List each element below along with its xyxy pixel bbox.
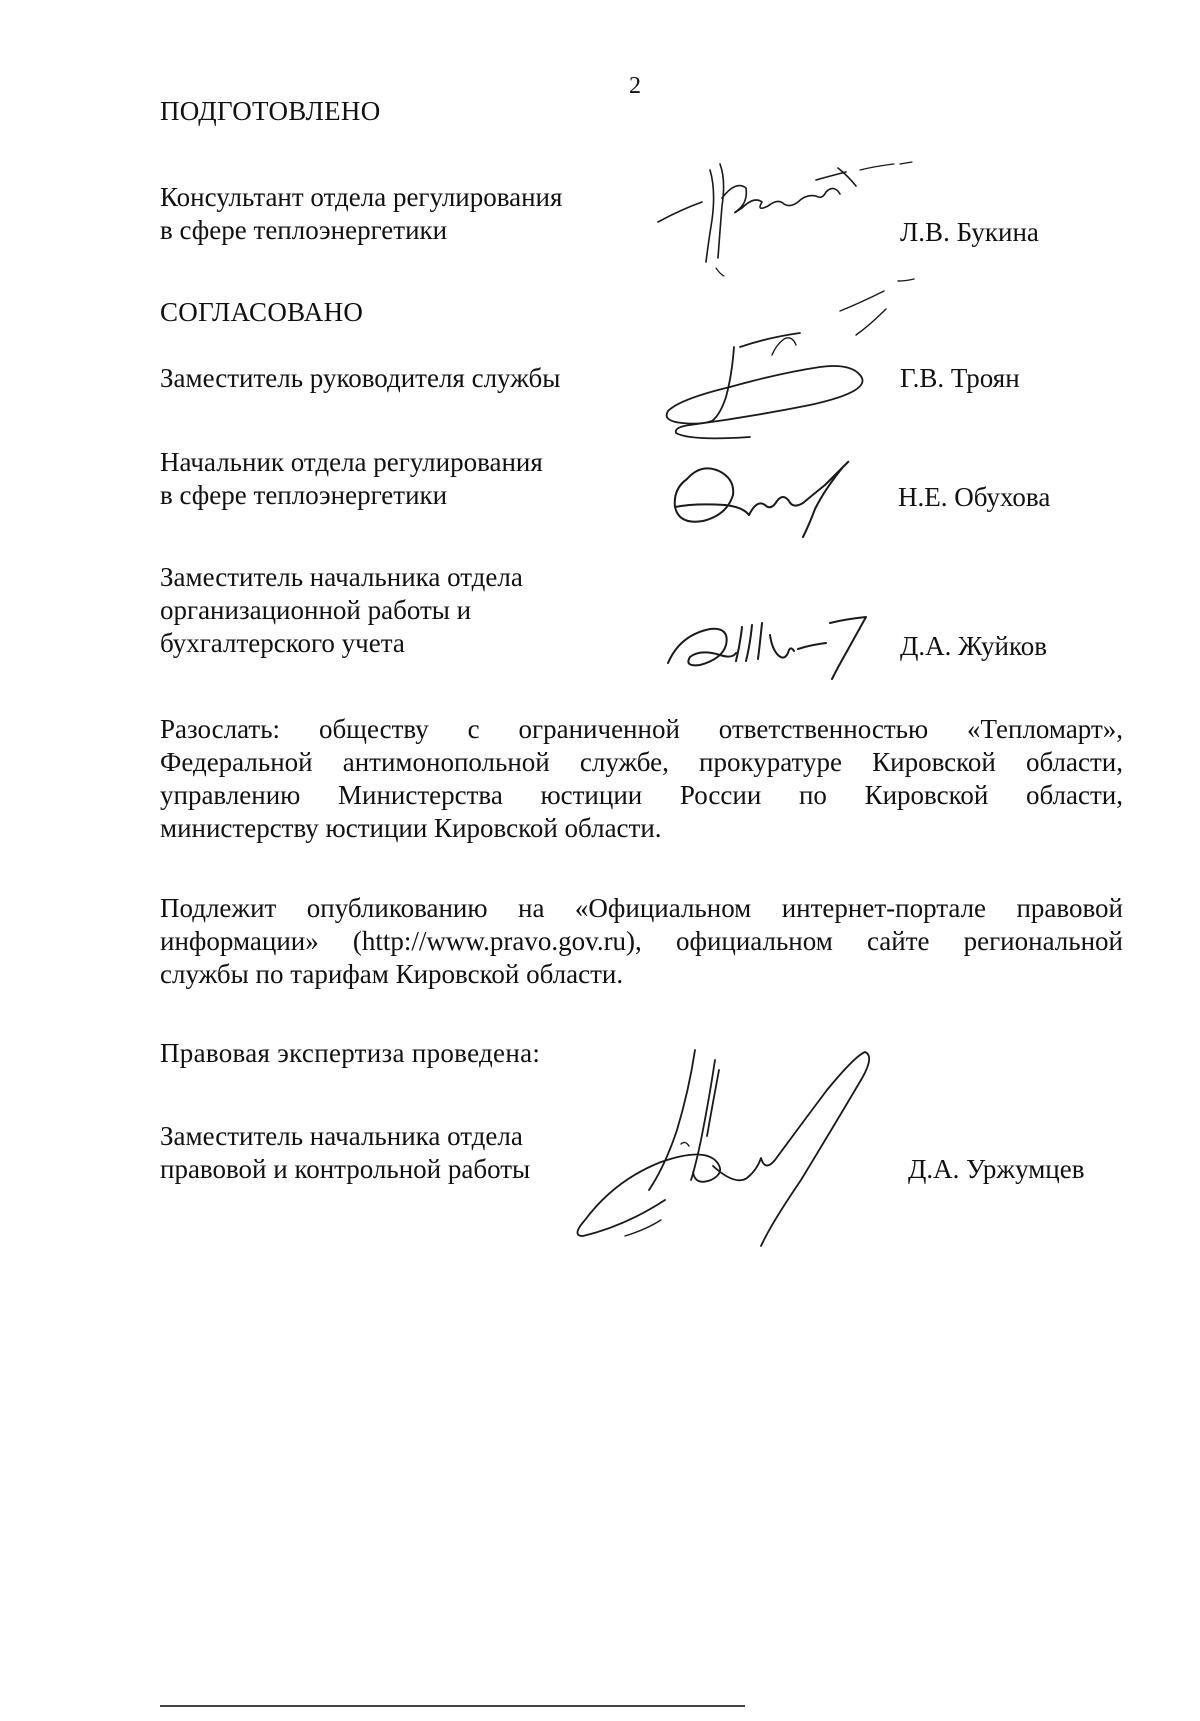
title-line: в сфере теплоэнергетики [160,480,448,510]
agreed-signatory-name: Г.В. Троян [900,363,1020,393]
title-line: бухгалтерского учета [160,628,405,658]
legal-review-signatory-name: Д.А. Уржумцев [908,1154,1085,1184]
paragraph-line: информации» (http://www.pravo.gov.ru), официальном сайте региональной [160,926,1123,956]
prepared-signatory-name: Л.В. Букина [900,217,1039,247]
paragraph-line: Разослать: обществу с ограниченной ответственностью «Тепломарт», [160,714,1123,744]
distribution-paragraph [160,713,1123,845]
agreed-signatory-name: Н.Е. Обухова [898,482,1051,512]
signature-troyan [660,275,920,445]
publication-paragraph [160,892,1123,991]
footer-divider [160,1705,745,1707]
signature-obukhova [665,445,865,545]
agreed-signatory-title [160,362,720,395]
page-number: 2 [629,73,641,99]
title-line: правовой и контрольной работы [160,1154,531,1184]
prepared-signatory-title [160,181,720,247]
title-line: Начальник отдела регулирования [160,447,543,477]
agreed-signatory-title [160,561,720,660]
signature-zhuikov [660,605,890,685]
paragraph-line: министерству юстиции Кировской области. [160,813,662,843]
title-line: Консультант отдела регулирования [160,182,563,212]
legal-review-heading: Правовая экспертиза проведена: [160,1038,541,1068]
paragraph-line: службы по тарифам Кировской области. [160,959,624,989]
title-line: Заместитель начальника отдела [160,1121,523,1151]
paragraph-line: Федеральной антимонопольной службе, прокуратуре Кировской области, [160,747,1123,777]
paragraph-line: управлению Министерства юстиции России по Кировской области, [160,780,1123,810]
title-line: Заместитель руководителя службы [160,363,561,393]
signature-urzhumtsev [565,1040,895,1250]
agreed-signatory-title [160,446,720,512]
paragraph-line: Подлежит опубликованию на «Официальном интернет-портале правовой [160,893,1123,923]
agreed-signatory-name: Д.А. Жуйков [900,631,1047,661]
agreed-heading: СОГЛАСОВАНО [160,297,364,327]
title-line: организационной работы и [160,595,472,625]
signature-bukina [650,150,920,280]
title-line: Заместитель начальника отдела [160,562,523,592]
title-line: в сфере теплоэнергетики [160,215,448,245]
prepared-heading: ПОДГОТОВЛЕНО [160,96,381,126]
